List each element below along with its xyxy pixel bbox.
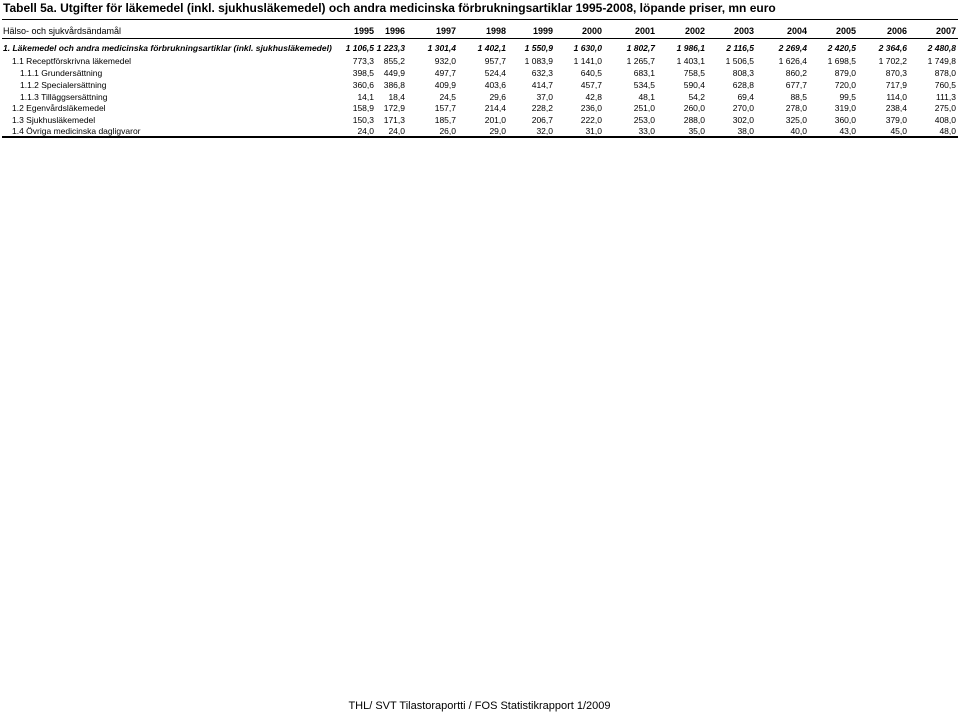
table-cell: 408,0 (934, 115, 956, 125)
table-cell: 409,9 (434, 80, 456, 90)
table-cell: 1 402,1 (477, 43, 506, 53)
table-cell: 171,3 (383, 115, 405, 125)
table-cell: 158,9 (352, 103, 374, 113)
table-cell: 31,0 (585, 126, 602, 136)
table-cell: 524,4 (484, 68, 506, 78)
table-cell: 2 269,4 (778, 43, 807, 53)
row-label: 1.3 Sjukhusläkemedel (12, 115, 96, 125)
table-cell: 855,2 (383, 56, 405, 66)
year-header-1995: 1995 (353, 26, 374, 36)
table-cell: 1 550,9 (524, 43, 553, 53)
table-cell: 1 749,8 (927, 56, 956, 66)
table-cell: 24,0 (388, 126, 405, 136)
table-cell: 111,3 (935, 92, 956, 102)
table-cell: 379,0 (885, 115, 907, 125)
table-cell: 773,3 (352, 56, 374, 66)
table-cell: 1 626,4 (778, 56, 807, 66)
table-cell: 45,0 (890, 126, 907, 136)
table-cell: 42,8 (585, 92, 602, 102)
table-cell: 69,4 (737, 92, 754, 102)
table-cell: 24,0 (357, 126, 374, 136)
table-cell: 222,0 (580, 115, 602, 125)
table-cell: 398,5 (352, 68, 374, 78)
year-header-1997: 1997 (435, 26, 456, 36)
table-cell: 260,0 (683, 103, 705, 113)
table-cell: 206,7 (531, 115, 553, 125)
table-cell: 677,7 (785, 80, 807, 90)
table-cell: 37,0 (536, 92, 553, 102)
table-cell: 1 698,5 (827, 56, 856, 66)
table-cell: 99,5 (839, 92, 856, 102)
table-cell: 38,0 (737, 126, 754, 136)
table-cell: 386,8 (383, 80, 405, 90)
table-cell: 236,0 (580, 103, 602, 113)
year-header-2002: 2002 (684, 26, 705, 36)
table-cell: 360,6 (352, 80, 374, 90)
table-cell: 2 480,8 (927, 43, 956, 53)
table-cell: 238,4 (885, 103, 907, 113)
table-cell: 1 986,1 (676, 43, 705, 53)
table-cell: 114,0 (886, 92, 907, 102)
table-cell: 1 223,3 (376, 43, 405, 53)
table-cell: 157,7 (434, 103, 456, 113)
table-cell: 403,6 (484, 80, 506, 90)
year-header-2005: 2005 (835, 26, 856, 36)
table-cell: 54,2 (688, 92, 705, 102)
table-cell: 48,0 (939, 126, 956, 136)
year-header-1998: 1998 (485, 26, 506, 36)
table-cell: 214,4 (484, 103, 506, 113)
table-cell: 1 265,7 (626, 56, 655, 66)
table-cell: 1 301,4 (427, 43, 456, 53)
table-cell: 1 083,9 (524, 56, 553, 66)
year-header-2003: 2003 (733, 26, 754, 36)
table-cell: 879,0 (834, 68, 856, 78)
table-cell: 43,0 (839, 126, 856, 136)
table-cell: 870,3 (885, 68, 907, 78)
table-cell: 449,9 (383, 68, 405, 78)
table-cell: 683,1 (633, 68, 655, 78)
table-cell: 35,0 (688, 126, 705, 136)
table-cell: 150,3 (352, 115, 374, 125)
row-label: 1.1.1 Grundersättning (20, 68, 103, 78)
table-cell: 1 802,7 (626, 43, 655, 53)
row-label: 1.1.3 Tilläggsersättning (20, 92, 108, 102)
table-cell: 275,0 (934, 103, 956, 113)
table-cell: 957,7 (484, 56, 506, 66)
table-cell: 2 364,6 (878, 43, 907, 53)
year-header-2006: 2006 (886, 26, 907, 36)
table-cell: 414,7 (531, 80, 553, 90)
table-cell: 29,0 (489, 126, 506, 136)
year-header-2004: 2004 (786, 26, 807, 36)
table-cell: 640,5 (580, 68, 602, 78)
table-cell: 2 420,5 (827, 43, 856, 53)
top-rule (2, 19, 958, 20)
table-cell: 278,0 (785, 103, 807, 113)
table-cell: 33,0 (638, 126, 655, 136)
year-header-2007: 2007 (935, 26, 956, 36)
header-rule (2, 38, 958, 39)
row-label: 1.1.2 Specialersättning (20, 80, 107, 90)
table-cell: 534,5 (633, 80, 655, 90)
table-cell: 628,8 (732, 80, 754, 90)
table-title: Tabell 5a. Utgifter för läkemedel (inkl. sjukhusläkemedel) och andra medicinska förbrukningsartiklar 1995-2008, löpande priser, mn euro (3, 1, 776, 15)
table-cell: 319,0 (834, 103, 856, 113)
table-cell: 760,5 (934, 80, 956, 90)
table-cell: 1 106,5 (345, 43, 374, 53)
table-cell: 1 702,2 (878, 56, 907, 66)
table-cell: 360,0 (834, 115, 856, 125)
table-cell: 185,7 (434, 115, 456, 125)
table-cell: 1 403,1 (676, 56, 705, 66)
table-cell: 860,2 (785, 68, 807, 78)
table-cell: 1 506,5 (725, 56, 754, 66)
table-cell: 14,1 (357, 92, 374, 102)
table-cell: 88,5 (790, 92, 807, 102)
table-cell: 270,0 (732, 103, 754, 113)
column-header-label: Hälso- och sjukvårdsändamål (3, 26, 122, 36)
table-cell: 1 141,0 (573, 56, 602, 66)
table-cell: 48,1 (638, 92, 655, 102)
table-cell: 24,5 (439, 92, 456, 102)
table-cell: 932,0 (434, 56, 456, 66)
row-label: 1.4 Övriga medicinska dagligvaror (12, 126, 141, 136)
table-cell: 228,2 (531, 103, 553, 113)
table-cell: 808,3 (732, 68, 754, 78)
year-header-2001: 2001 (634, 26, 655, 36)
table-cell: 288,0 (683, 115, 705, 125)
table-cell: 18,4 (388, 92, 405, 102)
table-cell: 32,0 (536, 126, 553, 136)
row-label: 1.1 Receptförskrivna läkemedel (12, 56, 132, 66)
table-cell: 251,0 (633, 103, 655, 113)
table-cell: 717,9 (885, 80, 907, 90)
year-header-1996: 1996 (384, 26, 405, 36)
table-cell: 302,0 (732, 115, 754, 125)
table-cell: 26,0 (439, 126, 456, 136)
row-label: 1. Läkemedel och andra medicinska förbrukningsartiklar (inkl. sjukhusläkemedel) (3, 43, 332, 53)
table-cell: 878,0 (934, 68, 956, 78)
table-cell: 253,0 (633, 115, 655, 125)
year-header-1999: 1999 (532, 26, 553, 36)
table-cell: 2 116,5 (726, 43, 754, 53)
bottom-rule (2, 136, 958, 138)
table-cell: 29,6 (489, 92, 506, 102)
year-header-2000: 2000 (581, 26, 602, 36)
table-cell: 1 630,0 (573, 43, 602, 53)
table-cell: 590,4 (683, 80, 705, 90)
table-cell: 457,7 (580, 80, 602, 90)
table-cell: 758,5 (683, 68, 705, 78)
table-cell: 720,0 (834, 80, 856, 90)
footer-note: THL/ SVT Tilastoraportti / FOS Statistikrapport 1/2009 (348, 700, 611, 712)
table-cell: 40,0 (790, 126, 807, 136)
table-cell: 201,0 (484, 115, 506, 125)
row-label: 1.2 Egenvårdsläkemedel (12, 103, 106, 113)
table-cell: 325,0 (785, 115, 807, 125)
table-cell: 497,7 (434, 68, 456, 78)
table-cell: 632,3 (531, 68, 553, 78)
table-cell: 172,9 (383, 103, 405, 113)
